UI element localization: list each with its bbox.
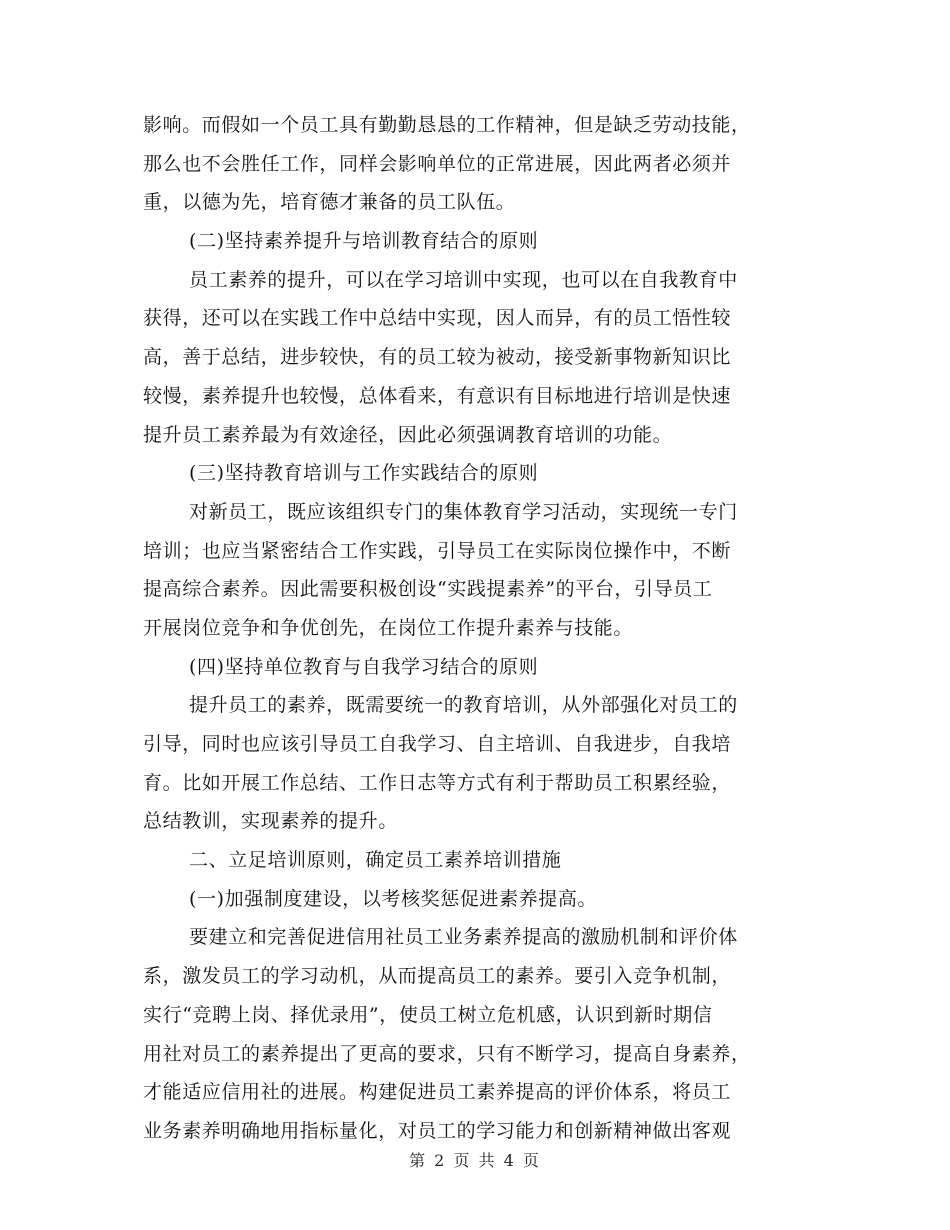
text-line: 引导，同时也应该引导员工自我学习、自主培训、自我进步，自我培 bbox=[143, 733, 732, 755]
text-line: 提升员工素养最为有效途径，因此必须强调教育培训的功能。 bbox=[143, 423, 673, 446]
text-line: 提升员工的素养，既需要统一的教育培训，从外部强化对员工的 bbox=[189, 694, 738, 717]
section-heading: (二)坚持素养提升与培训教育结合的原则 bbox=[189, 230, 539, 253]
text-line: 系，激发员工的学习动机，从而提高员工的素养。要引入竞争机制， bbox=[143, 965, 732, 988]
text-line: 总结教训，实现素养的提升。 bbox=[143, 810, 398, 833]
page-number-footer: 第 2 页 共 4 页 bbox=[409, 1151, 541, 1170]
text-line: 员工素养的提升，可以在学习培训中实现，也可以在自我教育中 bbox=[189, 268, 738, 291]
text-line: 用社对员工的素养提出了更高的要求，只有不断学习，提高自身素养， bbox=[143, 1042, 751, 1065]
section-heading: (一)加强制度建设，以考核奖惩促进素养提高。 bbox=[189, 887, 598, 910]
text-line: 培训；也应当紧密结合工作实践，引导员工在实际岗位操作中，不断 bbox=[143, 539, 732, 562]
section-heading: (三)坚持教育培训与工作实践结合的原则 bbox=[189, 462, 539, 485]
text-line: 对新员工，既应该组织专门的集体教育学习活动，实现统一专门 bbox=[189, 500, 738, 523]
text-line: 实行“竞聘上岗、择优录用”，使员工树立危机感，认识到新时期信 bbox=[143, 1003, 713, 1026]
text-line: 要建立和完善促进信用社员工业务素养提高的激励机制和评价体 bbox=[189, 926, 738, 949]
document-body bbox=[143, 106, 808, 1151]
text-line: 高，善于总结，进步较快，有的员工较为被动，接受新事物新知识比 bbox=[143, 346, 732, 369]
text-line: 提高综合素养。因此需要积极创设“实践提素养”的平台，引导员工 bbox=[143, 578, 713, 601]
section-heading: (四)坚持单位教育与自我学习结合的原则 bbox=[189, 655, 539, 678]
text-line: 才能适应信用社的进展。构建促进员工素养提高的评价体系，将员工 bbox=[143, 1081, 732, 1104]
text-line: 较慢，素养提升也较慢，总体看来，有意识有目标地进行培训是快速 bbox=[143, 384, 732, 407]
text-line: 业务素养明确地用指标量化，对员工的学习能力和创新精神做出客观 bbox=[143, 1119, 732, 1142]
text-line: 重，以德为先，培育德才兼备的员工队伍。 bbox=[143, 191, 516, 214]
chapter-heading: 二、立足培训原则，确定员工素养培训措施 bbox=[189, 849, 562, 872]
text-line: 影响。而假如一个员工具有勤勤恳恳的工作精神，但是缺乏劳动技能， bbox=[143, 114, 751, 136]
text-line: 开展岗位竞争和争优创先，在岗位工作提升素养与技能。 bbox=[143, 616, 634, 639]
text-line: 获得，还可以在实践工作中总结中实现，因人而异，有的员工悟性较 bbox=[143, 307, 732, 330]
text-line: 那么也不会胜任工作，同样会影响单位的正常进展，因此两者必须并 bbox=[143, 152, 732, 175]
text-line: 育。比如开展工作总结、工作日志等方式有利于帮助员工积累经验， bbox=[143, 771, 732, 794]
